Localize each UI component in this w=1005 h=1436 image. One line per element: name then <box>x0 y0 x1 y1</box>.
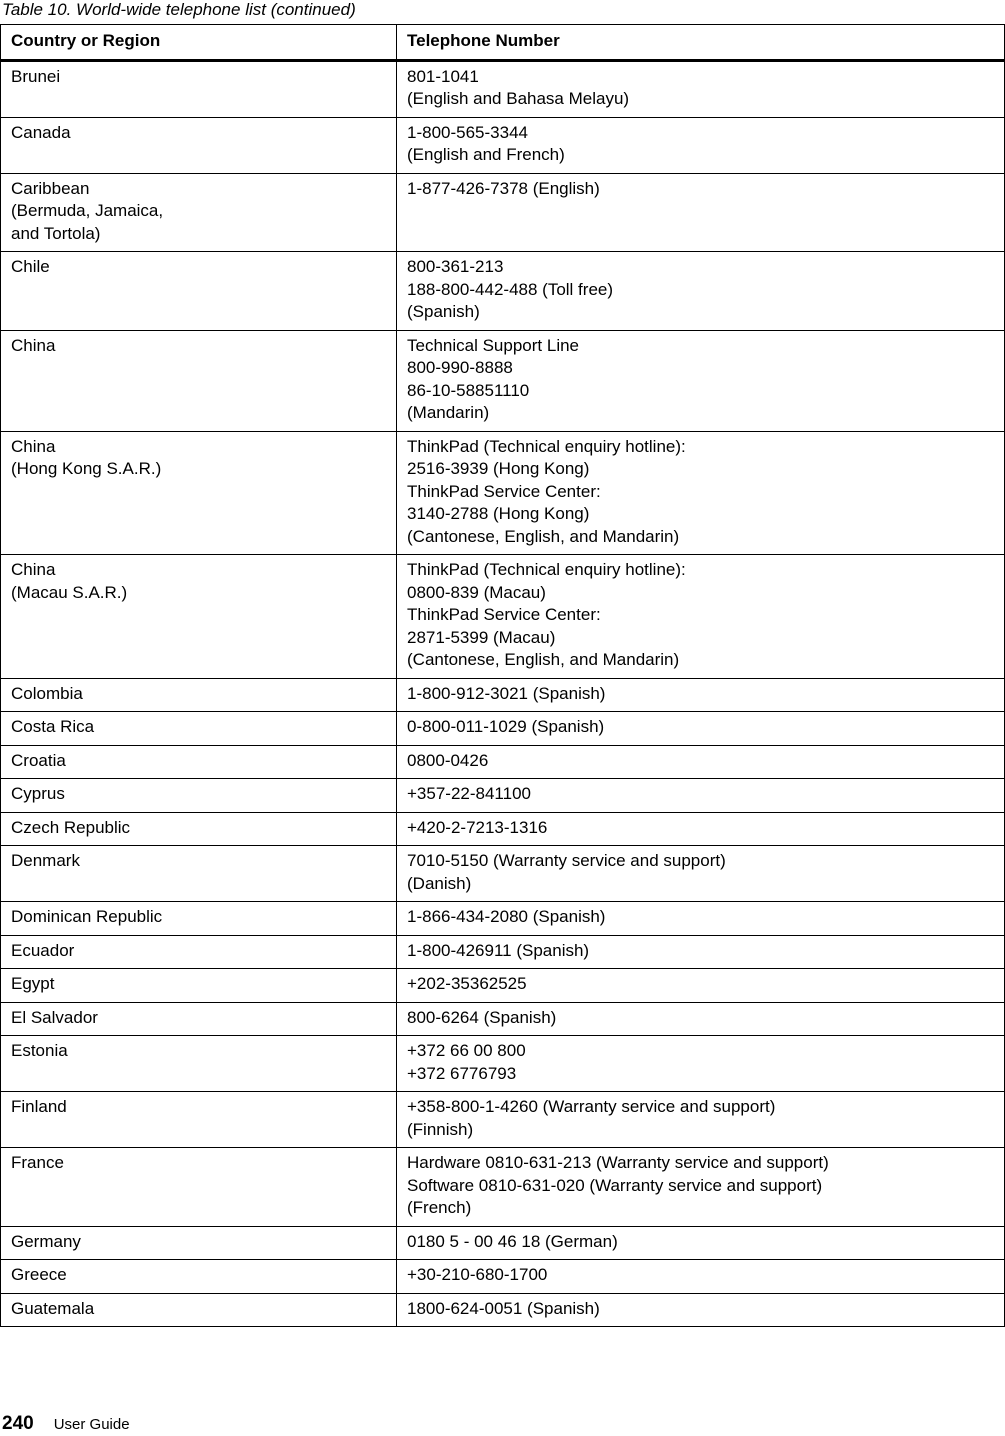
phone-cell-line: 2516-3939 (Hong Kong) <box>407 459 590 478</box>
country-cell-line: Czech Republic <box>11 817 131 837</box>
country-cell-line: El Salvador <box>11 1007 98 1027</box>
country-cell <box>1 678 397 712</box>
country-cell <box>1 712 397 746</box>
phone-cell-line: (English and Bahasa Melayu) <box>407 89 630 108</box>
phone-cell-line: Hardware 0810-631-213 (Warranty service and support) <box>407 1153 829 1172</box>
country-cell-line: Cyprus <box>11 784 65 803</box>
phone-cell-line: (French) <box>407 1198 472 1217</box>
phone-cell <box>397 1092 1005 1148</box>
table-header-row <box>1 25 1005 61</box>
country-cell <box>1 173 397 252</box>
country-cell-line: Estonia <box>11 1041 68 1060</box>
phone-cell-line: (Cantonese, English, and Mandarin) <box>407 526 680 546</box>
phone-cell <box>397 252 1005 331</box>
table-caption: Table 10. World-wide telephone list (continued) <box>2 0 356 19</box>
phone-cell-line: (Spanish) <box>407 302 480 321</box>
phone-cell-line: 1-800-912-3021 (Spanish) <box>407 683 606 703</box>
table-row <box>1 330 1005 431</box>
country-cell-line: Guatemala <box>11 1298 95 1318</box>
phone-cell-line: ThinkPad (Technical enquiry hotline): <box>407 560 686 579</box>
country-cell <box>1 935 397 969</box>
phone-cell <box>397 846 1005 902</box>
phone-cell <box>397 117 1005 173</box>
phone-cell-line: 2871-5399 (Macau) <box>407 627 556 647</box>
country-cell <box>1 745 397 779</box>
phone-cell <box>397 812 1005 846</box>
country-cell-line: Germany <box>11 1231 81 1251</box>
phone-cell <box>397 678 1005 712</box>
country-cell <box>1 1092 397 1148</box>
phone-column-header: Telephone Number <box>397 25 1005 61</box>
table-row <box>1 1092 1005 1148</box>
phone-cell <box>397 969 1005 1003</box>
phone-cell-line: (Danish) <box>407 873 472 893</box>
phone-cell-line: 1-866-434-2080 (Spanish) <box>407 907 606 926</box>
phone-cell <box>397 555 1005 679</box>
phone-cell-line: 0800-839 (Macau) <box>407 582 546 602</box>
page-number: 240 <box>2 1413 34 1434</box>
country-cell-line: Canada <box>11 122 71 142</box>
phone-cell <box>397 1293 1005 1327</box>
phone-cell-line: 3140-2788 (Hong Kong) <box>407 504 590 523</box>
country-cell-line: China <box>11 436 56 456</box>
table-row <box>1 117 1005 173</box>
table-row <box>1 173 1005 252</box>
phone-cell <box>397 173 1005 252</box>
page-footer <box>2 1413 130 1436</box>
country-cell-line: Costa Rica <box>11 717 95 736</box>
country-cell-line: China <box>11 560 56 579</box>
country-cell <box>1 330 397 431</box>
phone-cell-line: 800-6264 (Spanish) <box>407 1007 557 1027</box>
phone-cell <box>397 60 1005 117</box>
table-row <box>1 555 1005 679</box>
country-cell <box>1 60 397 117</box>
phone-cell <box>397 1260 1005 1294</box>
country-cell <box>1 555 397 679</box>
phone-cell-line: 800-990-8888 <box>407 358 513 377</box>
phone-cell-line: +357-22-841100 <box>407 784 531 803</box>
country-cell <box>1 1293 397 1327</box>
phone-cell-line: +420-2-7213-1316 <box>407 817 548 837</box>
telephone-table <box>0 24 1005 1327</box>
phone-cell-line: 800-361-213 <box>407 257 504 276</box>
country-cell <box>1 1260 397 1294</box>
table-row <box>1 712 1005 746</box>
country-cell-line: Finland <box>11 1097 67 1116</box>
country-cell-line: Colombia <box>11 683 83 703</box>
phone-cell-line: 0800-0426 <box>407 750 489 770</box>
phone-cell <box>397 935 1005 969</box>
phone-cell-line: Technical Support Line <box>407 335 580 355</box>
country-cell-line: (Bermuda, Jamaica, <box>11 201 164 220</box>
phone-cell-line: 86-10-58851110 <box>407 380 530 400</box>
country-cell-line: France <box>11 1153 64 1172</box>
phone-cell-line: 1800-624-0051 (Spanish) <box>407 1298 600 1318</box>
table-row <box>1 60 1005 117</box>
table-row <box>1 1002 1005 1036</box>
phone-cell-line: 0180 5 - 00 46 18 (German) <box>407 1231 618 1251</box>
country-cell <box>1 252 397 331</box>
country-cell <box>1 1002 397 1036</box>
country-cell-line: Denmark <box>11 851 80 870</box>
table-row <box>1 1293 1005 1327</box>
table-row <box>1 678 1005 712</box>
phone-cell-line: ThinkPad Service Center: <box>407 481 601 501</box>
country-cell <box>1 1148 397 1227</box>
country-cell <box>1 969 397 1003</box>
country-column-header: Country or Region <box>1 25 397 61</box>
table-body <box>1 60 1005 1327</box>
phone-cell <box>397 1036 1005 1092</box>
phone-cell <box>397 330 1005 431</box>
phone-cell <box>397 1226 1005 1260</box>
country-cell-line: Caribbean <box>11 178 90 198</box>
phone-cell-line: ThinkPad (Technical enquiry hotline): <box>407 436 686 456</box>
country-cell <box>1 846 397 902</box>
table-row <box>1 252 1005 331</box>
phone-cell-line: 1-800-565-3344 <box>407 122 528 142</box>
phone-cell <box>397 1002 1005 1036</box>
country-cell-line: China <box>11 335 56 355</box>
phone-cell-line: 801-1041 <box>407 66 479 86</box>
country-cell-line: (Macau S.A.R.) <box>11 582 128 602</box>
country-cell <box>1 902 397 936</box>
country-cell-line: Croatia <box>11 750 66 770</box>
table-row <box>1 745 1005 779</box>
phone-cell-line: +30-210-680-1700 <box>407 1265 548 1284</box>
phone-cell <box>397 745 1005 779</box>
table-row <box>1 902 1005 936</box>
phone-cell-line: 1-800-426911 (Spanish) <box>407 940 590 960</box>
table-row <box>1 812 1005 846</box>
phone-cell-line: 188-800-442-488 (Toll free) <box>407 279 614 299</box>
phone-cell-line: (Mandarin) <box>407 403 490 422</box>
phone-cell-line: (Finnish) <box>407 1119 474 1139</box>
country-cell <box>1 117 397 173</box>
document-title: User Guide <box>53 1416 130 1433</box>
table-row <box>1 431 1005 555</box>
table-row <box>1 1036 1005 1092</box>
phone-cell-line: +372 6776793 <box>407 1063 517 1083</box>
country-cell <box>1 779 397 813</box>
country-cell-line: Ecuador <box>11 940 75 960</box>
phone-cell-line: (Cantonese, English, and Mandarin) <box>407 650 680 669</box>
phone-cell-line: 7010-5150 (Warranty service and support) <box>407 851 726 870</box>
table-row <box>1 1226 1005 1260</box>
phone-cell-line: (English and French) <box>407 145 565 164</box>
table-row <box>1 1260 1005 1294</box>
table-row <box>1 1148 1005 1227</box>
country-cell <box>1 812 397 846</box>
phone-cell-line: +372 66 00 800 <box>407 1041 526 1060</box>
phone-cell <box>397 712 1005 746</box>
table-row <box>1 935 1005 969</box>
phone-cell-line: +358-800-1-4260 (Warranty service and support) <box>407 1097 776 1116</box>
phone-cell <box>397 431 1005 555</box>
country-cell-line: Dominican Republic <box>11 907 163 926</box>
country-cell-line: (Hong Kong S.A.R.) <box>11 459 162 478</box>
phone-cell-line: ThinkPad Service Center: <box>407 605 601 624</box>
phone-cell <box>397 779 1005 813</box>
table-row <box>1 846 1005 902</box>
phone-cell-line: Software 0810-631-020 (Warranty service and support) <box>407 1175 823 1195</box>
country-cell-line: and Tortola) <box>11 223 101 243</box>
country-cell-line: Brunei <box>11 66 61 86</box>
country-cell-line: Egypt <box>11 974 55 993</box>
country-cell <box>1 1036 397 1092</box>
phone-cell-line: 0-800-011-1029 (Spanish) <box>407 717 605 736</box>
country-cell-line: Greece <box>11 1265 67 1284</box>
country-cell-line: Chile <box>11 257 50 276</box>
phone-cell-line: +202-35362525 <box>407 974 527 993</box>
country-cell <box>1 1226 397 1260</box>
table-row <box>1 969 1005 1003</box>
phone-cell-line: 1-877-426-7378 (English) <box>407 178 600 198</box>
phone-cell <box>397 902 1005 936</box>
phone-cell <box>397 1148 1005 1227</box>
country-cell <box>1 431 397 555</box>
table-row <box>1 779 1005 813</box>
